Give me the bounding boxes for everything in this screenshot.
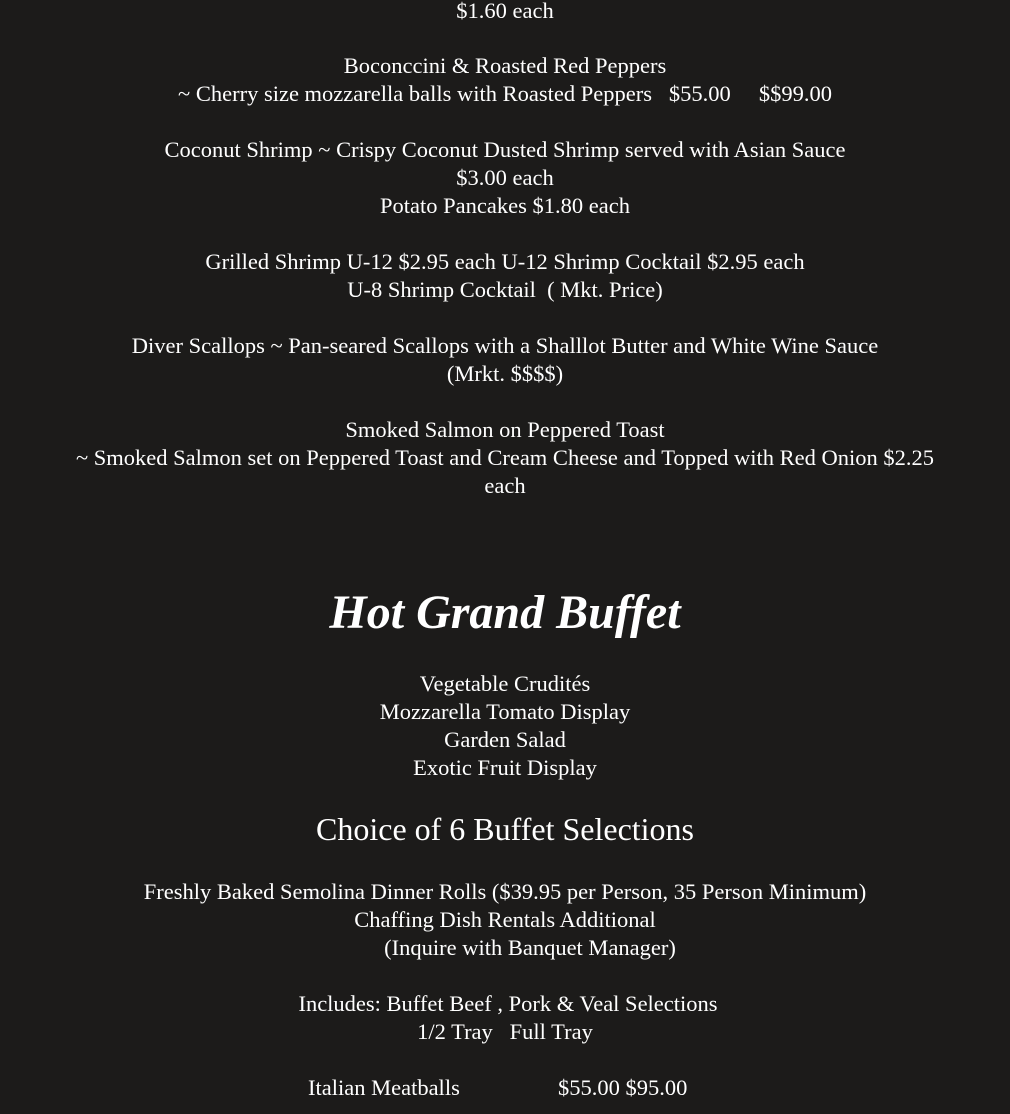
buffet-item: Exotic Fruit Display bbox=[413, 755, 597, 780]
coconut-shrimp-desc: Coconut Shrimp ~ Crispy Coconut Dusted Shrimp served with Asian Sauce bbox=[164, 137, 846, 162]
inquire-manager: (Inquire with Banquet Manager) bbox=[384, 935, 676, 960]
boconccini-desc: ~ Cherry size mozzarella balls with Roasted Peppers $55.00 $$99.00 bbox=[178, 81, 832, 106]
smoked-salmon-desc-line2: each bbox=[484, 473, 526, 498]
buffet-choice-title: Choice of 6 Buffet Selections bbox=[316, 811, 694, 847]
tray-header: 1/2 Tray Full Tray bbox=[417, 1019, 593, 1044]
buffet-item: Garden Salad bbox=[444, 727, 566, 752]
dinner-rolls: Freshly Baked Semolina Dinner Rolls ($39.95 per Person, 35 Person Minimum) bbox=[143, 879, 867, 904]
smoked-salmon-desc-line1: ~ Smoked Salmon set on Peppered Toast and Cream Cheese and Topped with Red Onion $2.25 bbox=[75, 445, 935, 470]
diver-scallops-price: (Mrkt. $$$$) bbox=[446, 361, 564, 386]
potato-pancakes: Potato Pancakes $1.80 each bbox=[380, 193, 630, 218]
buffet-includes: Includes: Buffet Beef , Pork & Veal Selections bbox=[298, 991, 718, 1016]
grilled-shrimp: Grilled Shrimp U-12 $2.95 each U-12 Shrimp Cocktail $2.95 each bbox=[205, 249, 805, 274]
top-price: $1.60 each bbox=[456, 0, 554, 23]
meatballs-name: Italian Meatballs bbox=[308, 1075, 460, 1100]
buffet-item: Vegetable Crudités bbox=[419, 671, 591, 696]
coconut-shrimp-price: $3.00 each bbox=[456, 165, 554, 190]
diver-scallops-desc: Diver Scallops ~ Pan-seared Scallops with a Shalllot Butter and White Wine Sauce bbox=[131, 333, 879, 358]
hot-buffet-title: Hot Grand Buffet bbox=[329, 586, 681, 639]
buffet-item: Mozzarella Tomato Display bbox=[379, 699, 631, 724]
meatballs-prices: $55.00 $95.00 bbox=[558, 1075, 688, 1100]
smoked-salmon-name: Smoked Salmon on Peppered Toast bbox=[345, 417, 665, 442]
chaffing-dish: Chaffing Dish Rentals Additional bbox=[354, 907, 656, 932]
u8-shrimp-cocktail: U-8 Shrimp Cocktail ( Mkt. Price) bbox=[347, 277, 663, 302]
boconccini-name: Boconccini & Roasted Red Peppers bbox=[343, 53, 667, 78]
